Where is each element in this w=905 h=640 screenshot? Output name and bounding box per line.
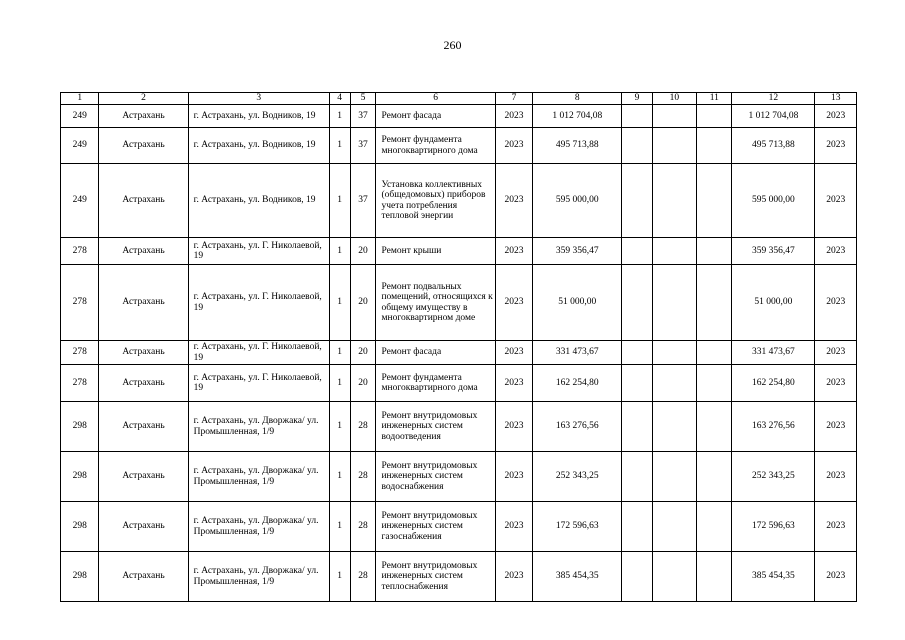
cell-col-11	[697, 238, 732, 265]
cell-col-10	[652, 365, 697, 402]
cell-col-10	[652, 128, 697, 164]
cell-col-10	[652, 402, 697, 452]
cell-record-number: 249	[61, 164, 99, 238]
cell-col-9	[622, 265, 652, 341]
cell-col-5: 20	[350, 238, 376, 265]
cell-col-5: 28	[350, 502, 376, 552]
cell-col-10	[652, 164, 697, 238]
table-row	[61, 402, 857, 452]
cell-record-number: 249	[61, 128, 99, 164]
table-row	[61, 128, 857, 164]
column-header: 13	[815, 93, 857, 105]
cell-year: 2023	[495, 105, 532, 128]
column-header: 8	[533, 93, 622, 105]
cell-work-type: Ремонт внутридомовых инженерных систем газоснабжения	[376, 502, 495, 552]
cell-year: 2023	[495, 128, 532, 164]
cell-cost: 51 000,00	[533, 265, 622, 341]
cell-col-11	[697, 105, 732, 128]
cell-address: г. Астрахань, ул. Водников, 19	[188, 128, 329, 164]
cell-col-5: 28	[350, 452, 376, 502]
cell-total-cost: 331 473,67	[732, 341, 815, 365]
cell-cost: 595 000,00	[533, 164, 622, 238]
cell-cost: 385 454,35	[533, 552, 622, 602]
table-row	[61, 341, 857, 365]
cell-cost: 495 713,88	[533, 128, 622, 164]
cell-completion-year: 2023	[815, 341, 857, 365]
cell-municipality: Астрахань	[99, 128, 188, 164]
cell-municipality: Астрахань	[99, 164, 188, 238]
cell-col-10	[652, 105, 697, 128]
table-row	[61, 164, 857, 238]
cell-col-5: 37	[350, 164, 376, 238]
cell-total-cost: 51 000,00	[732, 265, 815, 341]
cell-record-number: 278	[61, 265, 99, 341]
cell-record-number: 298	[61, 402, 99, 452]
cell-work-type: Установка коллективных (общедомовых) приборов учета потребления тепловой энергии	[376, 164, 495, 238]
cell-work-type: Ремонт подвальных помещений, относящихся к общему имуществу в многоквартирном доме	[376, 265, 495, 341]
cell-address: г. Астрахань, ул. Г. Николаевой, 19	[188, 341, 329, 365]
cell-municipality: Астрахань	[99, 552, 188, 602]
cell-cost: 331 473,67	[533, 341, 622, 365]
cell-total-cost: 595 000,00	[732, 164, 815, 238]
cell-cost: 252 343,25	[533, 452, 622, 502]
table-row	[61, 452, 857, 502]
cell-total-cost: 172 596,63	[732, 502, 815, 552]
cell-col-5: 37	[350, 105, 376, 128]
column-header: 2	[99, 93, 188, 105]
cell-total-cost: 252 343,25	[732, 452, 815, 502]
cell-col-9	[622, 402, 652, 452]
cell-municipality: Астрахань	[99, 365, 188, 402]
cell-col-9	[622, 552, 652, 602]
cell-col-11	[697, 452, 732, 502]
cell-record-number: 278	[61, 365, 99, 402]
cell-col-5: 28	[350, 402, 376, 452]
cell-cost: 172 596,63	[533, 502, 622, 552]
column-header: 11	[697, 93, 732, 105]
cell-col-4: 1	[329, 402, 350, 452]
cell-work-type: Ремонт внутридомовых инженерных систем водоснабжения	[376, 452, 495, 502]
cell-year: 2023	[495, 402, 532, 452]
cell-col-4: 1	[329, 552, 350, 602]
cell-work-type: Ремонт фасада	[376, 341, 495, 365]
cell-year: 2023	[495, 502, 532, 552]
cell-municipality: Астрахань	[99, 341, 188, 365]
cell-completion-year: 2023	[815, 365, 857, 402]
cell-municipality: Астрахань	[99, 265, 188, 341]
cell-col-9	[622, 164, 652, 238]
column-header: 3	[188, 93, 329, 105]
table-row	[61, 552, 857, 602]
cell-address: г. Астрахань, ул. Г. Николаевой, 19	[188, 265, 329, 341]
cell-col-5: 28	[350, 552, 376, 602]
table-body	[61, 93, 857, 602]
cell-col-4: 1	[329, 238, 350, 265]
cell-total-cost: 163 276,56	[732, 402, 815, 452]
table-header-row	[61, 93, 857, 105]
cell-col-11	[697, 265, 732, 341]
cell-completion-year: 2023	[815, 164, 857, 238]
table-row	[61, 265, 857, 341]
table-row	[61, 365, 857, 402]
cell-record-number: 278	[61, 238, 99, 265]
repair-schedule-table	[60, 92, 857, 602]
cell-col-11	[697, 402, 732, 452]
cell-cost: 1 012 704,08	[533, 105, 622, 128]
cell-year: 2023	[495, 552, 532, 602]
cell-col-4: 1	[329, 502, 350, 552]
cell-municipality: Астрахань	[99, 105, 188, 128]
cell-col-11	[697, 128, 732, 164]
cell-work-type: Ремонт внутридомовых инженерных систем водоотведения	[376, 402, 495, 452]
cell-col-9	[622, 341, 652, 365]
cell-col-9	[622, 365, 652, 402]
cell-cost: 162 254,80	[533, 365, 622, 402]
cell-col-5: 20	[350, 265, 376, 341]
page-number: 260	[443, 38, 462, 52]
cell-address: г. Астрахань, ул. Дворжака/ ул. Промышленная, 1/9	[188, 502, 329, 552]
cell-total-cost: 359 356,47	[732, 238, 815, 265]
cell-year: 2023	[495, 341, 532, 365]
cell-total-cost: 385 454,35	[732, 552, 815, 602]
cell-completion-year: 2023	[815, 128, 857, 164]
cell-col-4: 1	[329, 105, 350, 128]
cell-completion-year: 2023	[815, 402, 857, 452]
cell-address: г. Астрахань, ул. Дворжака/ ул. Промышленная, 1/9	[188, 552, 329, 602]
cell-completion-year: 2023	[815, 105, 857, 128]
column-header: 10	[652, 93, 697, 105]
cell-completion-year: 2023	[815, 452, 857, 502]
cell-col-10	[652, 552, 697, 602]
cell-municipality: Астрахань	[99, 502, 188, 552]
column-header: 4	[329, 93, 350, 105]
cell-record-number: 298	[61, 452, 99, 502]
cell-col-11	[697, 365, 732, 402]
cell-record-number: 298	[61, 502, 99, 552]
cell-address: г. Астрахань, ул. Водников, 19	[188, 105, 329, 128]
table-row	[61, 502, 857, 552]
cell-work-type: Ремонт фасада	[376, 105, 495, 128]
column-header: 5	[350, 93, 376, 105]
cell-col-9	[622, 502, 652, 552]
cell-col-11	[697, 164, 732, 238]
cell-total-cost: 495 713,88	[732, 128, 815, 164]
cell-work-type: Ремонт фундамента многоквартирного дома	[376, 128, 495, 164]
table-row	[61, 105, 857, 128]
cell-address: г. Астрахань, ул. Дворжака/ ул. Промышленная, 1/9	[188, 402, 329, 452]
cell-work-type: Ремонт крыши	[376, 238, 495, 265]
cell-work-type: Ремонт фундамента многоквартирного дома	[376, 365, 495, 402]
cell-municipality: Астрахань	[99, 452, 188, 502]
cell-completion-year: 2023	[815, 265, 857, 341]
cell-col-10	[652, 452, 697, 502]
cell-col-9	[622, 128, 652, 164]
table-row	[61, 238, 857, 265]
cell-total-cost: 1 012 704,08	[732, 105, 815, 128]
cell-col-5: 20	[350, 341, 376, 365]
column-header: 7	[495, 93, 532, 105]
column-header: 9	[622, 93, 652, 105]
cell-col-10	[652, 238, 697, 265]
column-header: 1	[61, 93, 99, 105]
cell-record-number: 249	[61, 105, 99, 128]
column-header: 6	[376, 93, 495, 105]
cell-col-4: 1	[329, 128, 350, 164]
cell-col-11	[697, 341, 732, 365]
cell-col-4: 1	[329, 452, 350, 502]
cell-year: 2023	[495, 164, 532, 238]
cell-municipality: Астрахань	[99, 238, 188, 265]
cell-col-5: 20	[350, 365, 376, 402]
cell-col-10	[652, 265, 697, 341]
cell-col-4: 1	[329, 265, 350, 341]
cell-record-number: 278	[61, 341, 99, 365]
cell-total-cost: 162 254,80	[732, 365, 815, 402]
cell-cost: 359 356,47	[533, 238, 622, 265]
cell-col-9	[622, 238, 652, 265]
cell-col-10	[652, 341, 697, 365]
cell-year: 2023	[495, 452, 532, 502]
cell-address: г. Астрахань, ул. Г. Николаевой, 19	[188, 365, 329, 402]
cell-col-5: 37	[350, 128, 376, 164]
cell-address: г. Астрахань, ул. Г. Николаевой, 19	[188, 238, 329, 265]
cell-col-9	[622, 105, 652, 128]
cell-municipality: Астрахань	[99, 402, 188, 452]
cell-work-type: Ремонт внутридомовых инженерных систем теплоснабжения	[376, 552, 495, 602]
cell-completion-year: 2023	[815, 238, 857, 265]
cell-address: г. Астрахань, ул. Дворжака/ ул. Промышленная, 1/9	[188, 452, 329, 502]
cell-col-4: 1	[329, 341, 350, 365]
cell-year: 2023	[495, 238, 532, 265]
cell-cost: 163 276,56	[533, 402, 622, 452]
cell-year: 2023	[495, 265, 532, 341]
cell-completion-year: 2023	[815, 502, 857, 552]
cell-col-4: 1	[329, 365, 350, 402]
cell-col-11	[697, 552, 732, 602]
cell-year: 2023	[495, 365, 532, 402]
cell-col-9	[622, 452, 652, 502]
cell-record-number: 298	[61, 552, 99, 602]
cell-address: г. Астрахань, ул. Водников, 19	[188, 164, 329, 238]
cell-completion-year: 2023	[815, 552, 857, 602]
cell-col-10	[652, 502, 697, 552]
cell-col-4: 1	[329, 164, 350, 238]
cell-col-11	[697, 502, 732, 552]
column-header: 12	[732, 93, 815, 105]
